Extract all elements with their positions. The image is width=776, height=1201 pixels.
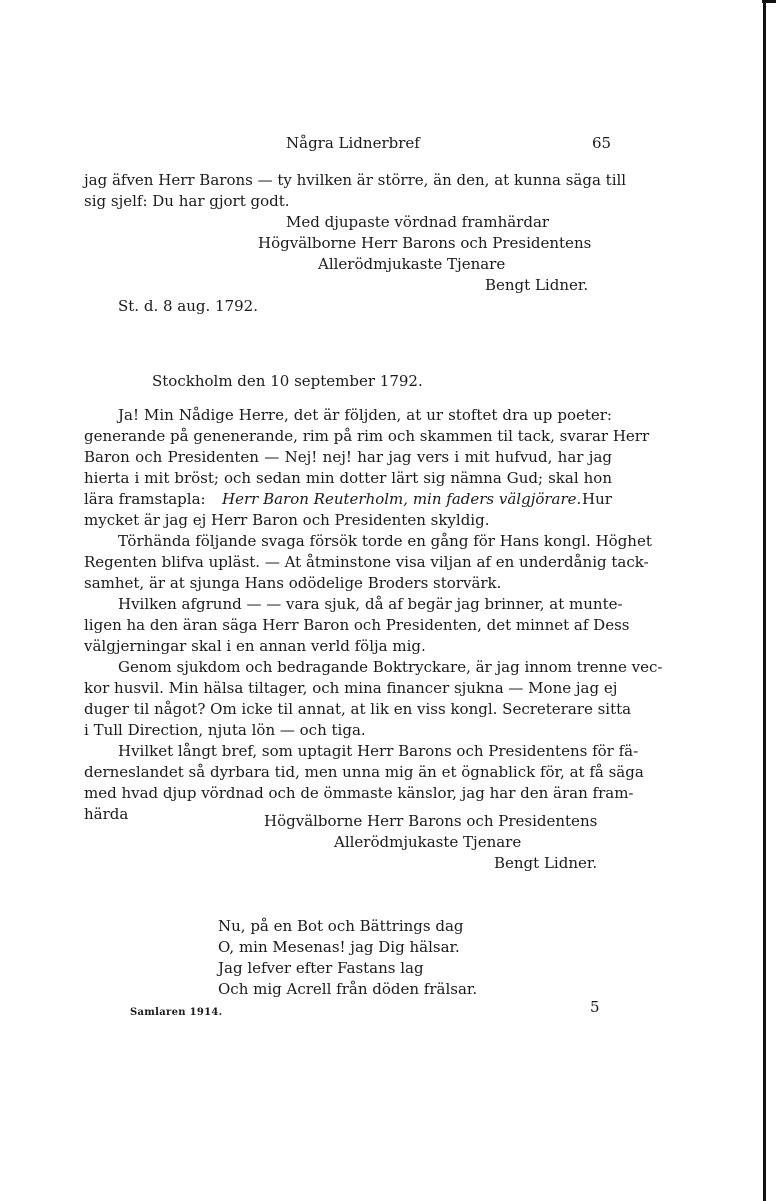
text-line: Hvilket långt bref, som uptagit Herr Barons och Presidentens för fä- bbox=[118, 742, 639, 760]
letter-heading: Stockholm den 10 september 1792. bbox=[152, 372, 423, 390]
text-line: lära framstapla: bbox=[84, 490, 206, 508]
text-line: med hvad djup vördnad och de ömmaste känslor, jag har den äran fram- bbox=[84, 784, 634, 802]
text-line: duger til något? Om icke til annat, at lik en viss kongl. Secreterare sitta bbox=[84, 700, 632, 718]
poem-line: Jag lefver efter Fastans lag bbox=[218, 959, 424, 977]
text-line: Ja! Min Nådige Herre, det är följden, at ur stoftet dra up poeter: bbox=[118, 406, 612, 424]
closing-line: Högvälborne Herr Barons och Presidentens bbox=[264, 812, 598, 830]
text-line: kor husvil. Min hälsa tiltager, och mina financer sjukna — Mone jag ej bbox=[84, 679, 618, 697]
text-line: Törhända följande svaga försök torde en gång för Hans kongl. Höghet bbox=[118, 532, 652, 550]
running-title: Några Lidnerbref bbox=[286, 134, 420, 152]
text-line: sig sjelf: Du har gjort godt. bbox=[84, 192, 290, 210]
text-line: generande på genenerande, rim på rim och skammen til tack, svarar Herr bbox=[84, 427, 650, 445]
closing-line: Allerödmjukaste Tjenare bbox=[318, 255, 506, 273]
signature: Bengt Lidner. bbox=[485, 276, 589, 294]
text-line: jag äfven Herr Barons — ty hvilken är större, än den, at kunna säga till bbox=[84, 171, 627, 189]
text-line: mycket är jag ej Herr Baron och Presidenten skyldig. bbox=[84, 511, 490, 529]
closing-line: Högvälborne Herr Barons och Presidentens bbox=[258, 234, 592, 252]
text-line: Hur bbox=[582, 490, 612, 508]
poem-line: Och mig Acrell från döden frälsar. bbox=[218, 980, 478, 998]
sheet-number: 5 bbox=[590, 998, 600, 1016]
text-line: derneslandet så dyrbara tid, men unna mig än et ögnablick för, at få säga bbox=[84, 763, 644, 781]
text-line: härda bbox=[84, 805, 129, 823]
poem-line: Nu, på en Bot och Bättrings dag bbox=[218, 917, 464, 935]
closing-line: Med djupaste vördnad framhärdar bbox=[286, 213, 550, 231]
signature-mark: Samlaren 1914. bbox=[130, 1007, 223, 1018]
text-line: Hvilken afgrund — — vara sjuk, då af begär jag brinner, at munte- bbox=[118, 595, 623, 613]
signature: Bengt Lidner. bbox=[494, 854, 598, 872]
text-line: i Tull Direction, njuta lön — och tiga. bbox=[84, 721, 366, 739]
text-line: välgjerningar skal i en annan verld följa mig. bbox=[84, 637, 426, 655]
text-line: ligen ha den äran säga Herr Baron och Presidenten, det minnet af Dess bbox=[84, 616, 630, 634]
text-line: samhet, är at sjunga Hans odödelige Broders storvärk. bbox=[84, 574, 502, 592]
text-line: hierta i mit bröst; och sedan min dotter lärt sig nämna Gud; skal hon bbox=[84, 469, 612, 487]
letter-date: St. d. 8 aug. 1792. bbox=[118, 297, 258, 315]
page-number: 65 bbox=[592, 134, 612, 152]
text-line: Regenten blifva upläst. — At åtminstone visa viljan af en underdånig tack- bbox=[84, 553, 649, 571]
italic-quote: Herr Baron Reuterholm, min faders välgjörare. bbox=[222, 490, 582, 508]
text-line: Baron och Presidenten — Nej! nej! har jag vers i mit hufvud, har jag bbox=[84, 448, 612, 466]
scan-edge-line bbox=[763, 0, 766, 1201]
poem-line: O, min Mesenas! jag Dig hälsar. bbox=[218, 938, 460, 956]
closing-line: Allerödmjukaste Tjenare bbox=[334, 833, 522, 851]
scan-edge-corner bbox=[762, 0, 776, 3]
text-line: Genom sjukdom och bedragande Boktryckare, är jag innom trenne vec- bbox=[118, 658, 663, 676]
